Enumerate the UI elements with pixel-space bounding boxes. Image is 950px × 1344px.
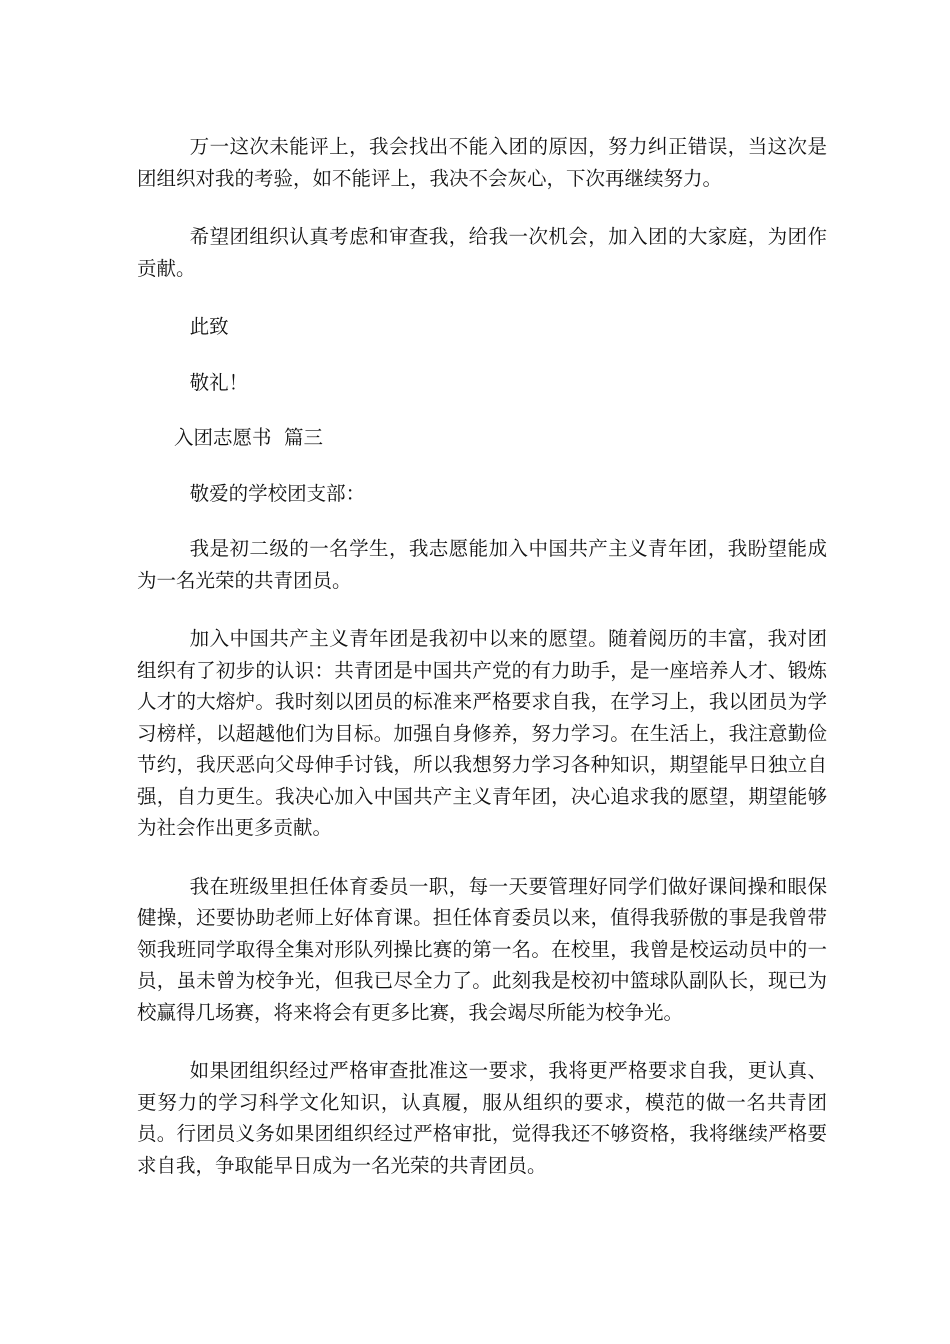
body-paragraph-1: 我是初二级的一名学生，我志愿能加入中国共产主义青年团，我盼望能成为一名光荣的共青团员。 — [137, 537, 827, 592]
closing-regards: 此致 — [189, 315, 229, 338]
body-paragraph-4: 如果团组织经过严格审查批准这一要求，我将更严格要求自我，更认真、更努力的学习科学文化知识，认真履，服从组织的要求，模范的做一名共青团员。行团员义务如果团组织经过严格审批，觉得我还不够资格，我将继续严格要求自我，争取能早日成为一名光荣的共青团员。 — [137, 1059, 827, 1177]
document-body — [137, 131, 827, 1208]
body-paragraph-3: 我在班级里担任体育委员一职，每一天要管理好同学们做好课间操和眼保健操，还要协助老师上好体育课。担任体育委员以来，值得我骄傲的事是我曾带领我班同学取得全集对形队列操比赛的第一名。在校里，我曾是校运动员中的一员，虽未曾为校争光，但我已尽全力了。此刻我是校初中篮球队副队长，现已为校赢得几场赛，将来将会有更多比赛，我会竭尽所能为校争光。 — [137, 874, 827, 1024]
body-paragraph-2: 加入中国共产主义青年团是我初中以来的愿望。随着阅历的丰富，我对团组织有了初步的认识：共青团是中国共产党的有力助手，是一座培养人才、锻炼人才的大熔炉。我时刻以团员的标准来严格要求自我，在学习上，我以团员为学习榜样，以超越他们为目标。加强自身修养，努力学习。在生活上，我注意勤俭节约，我厌恶向父母伸手讨钱，所以我想努力学习各种知识，期望能早日独立自强，自力更生。我决心加入中国共产主义青年团，决心追求我的愿望，期望能够为社会作出更多贡献。 — [137, 627, 827, 839]
salutation: 敬爱的学校团支部： — [189, 481, 366, 505]
section-heading: 入团志愿书 篇三 — [174, 426, 323, 449]
closing-salute: 敬礼！ — [189, 370, 249, 394]
paragraph-closing-2: 希望团组织认真考虑和审查我，给我一次机会，加入团的大家庭，为团作贡献。 — [137, 225, 827, 280]
paragraph-closing-1: 万一这次未能评上，我会找出不能入团的原因，努力纠正错误，当这次是团组织对我的考验，如不能评上，我决不会灰心，下次再继续努力。 — [137, 135, 827, 190]
